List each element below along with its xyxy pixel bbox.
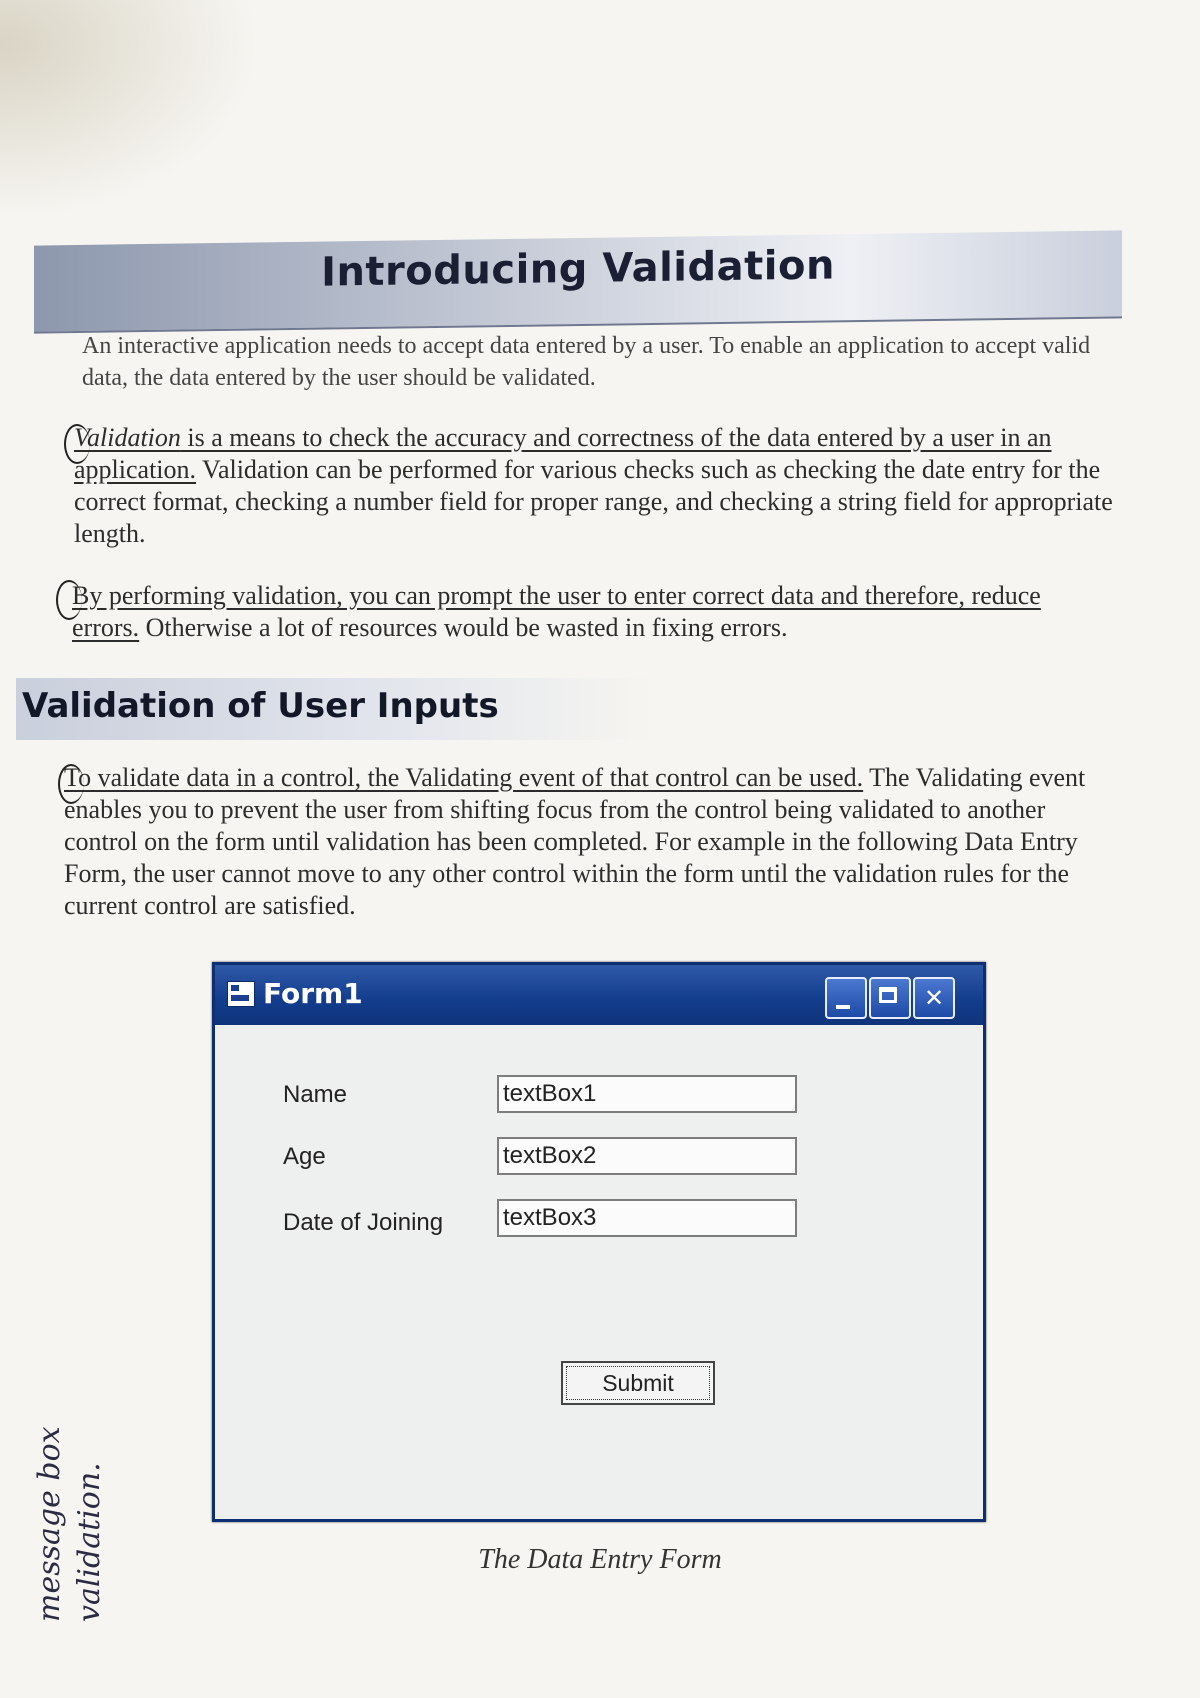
intro-paragraph: An interactive application needs to accept data entered by a user. To enable an application to accept valid data, the data entered by the user should be validated.	[82, 333, 1091, 391]
date-of-joining-textbox[interactable]: textBox3	[497, 1199, 797, 1237]
handwritten-line: message box	[32, 1426, 67, 1622]
pen-bracket-mark	[58, 764, 84, 804]
heading-banner	[34, 230, 1122, 333]
validation-definition: is a means to check the accuracy and correctness of the data entered by a user in an application.	[74, 423, 1052, 484]
submit-button[interactable]: Submit	[561, 1361, 715, 1405]
name-label: Name	[283, 1081, 348, 1108]
close-button[interactable]	[913, 977, 955, 1019]
handwritten-note	[30, 1426, 110, 1622]
validation-term: Validation	[74, 423, 181, 452]
form-client-area	[215, 1025, 983, 1519]
age-label: Age	[283, 1143, 326, 1170]
section-title: Validation of User Inputs	[22, 686, 499, 726]
title-bar[interactable]	[215, 965, 983, 1025]
errors-paragraph	[72, 580, 1072, 644]
errors-lead: By performing validation, you can prompt the user to enter correct data and therefore, reduce errors.	[72, 581, 1041, 642]
validating-lead: To validate data in a control, the Validating event of that control can be used.	[64, 763, 864, 792]
definition-paragraph	[74, 422, 1134, 550]
maximize-button[interactable]	[869, 977, 911, 1019]
age-textbox[interactable]: textBox2	[497, 1137, 797, 1175]
form-window	[212, 962, 986, 1522]
errors-rest: Otherwise a lot of resources would be wasted in fixing errors.	[139, 613, 788, 642]
handwritten-line: validation.	[72, 1462, 107, 1622]
page-title: Introducing Validation	[321, 242, 835, 296]
validation-details: Validation can be performed for various checks such as checking the date entry for the correct format, checking a number field for proper range, and checking a string field for appropriate length.	[74, 455, 1113, 548]
close-icon: ✕	[923, 984, 945, 1012]
validating-paragraph	[64, 762, 1124, 922]
section-banner	[16, 678, 656, 740]
date-of-joining-label: Date of Joining	[283, 1209, 444, 1236]
pen-bracket-mark	[64, 424, 90, 464]
figure-caption: The Data Entry Form	[478, 1544, 722, 1575]
form-app-icon	[227, 981, 255, 1007]
page-shadow	[0, 0, 260, 220]
name-textbox[interactable]: textBox1	[497, 1075, 797, 1113]
minimize-button[interactable]	[825, 977, 867, 1019]
window-title: Form1	[263, 977, 363, 1010]
pen-bracket-mark	[56, 580, 82, 620]
validating-rest: The Validating event enables you to prevent the user from shifting focus from the control being validated to another control on the form until validation has been completed. For example in the following Data Entry Form, the user cannot move to any other control within the form until the validation rules for the current control are satisfied.	[64, 763, 1086, 920]
